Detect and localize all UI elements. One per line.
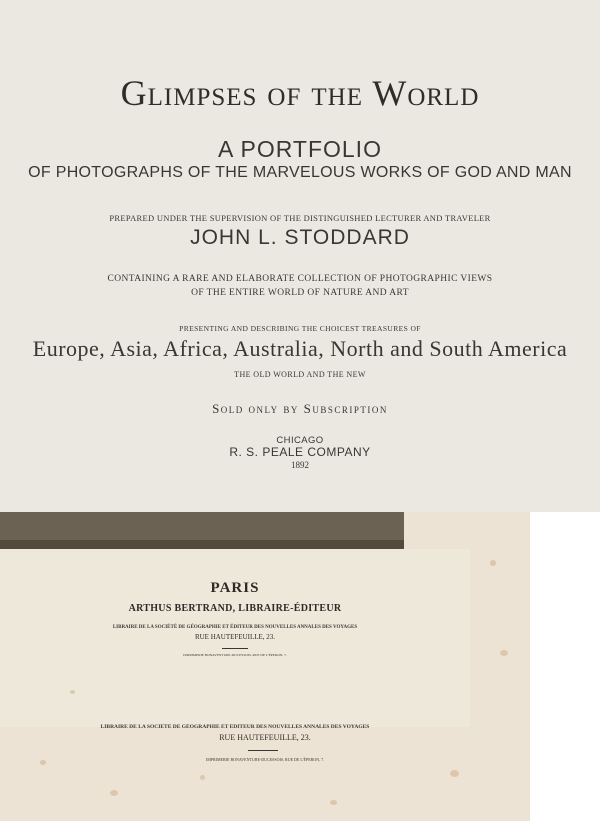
foxing-spot	[330, 800, 337, 805]
publication-year: 1892	[291, 460, 309, 470]
divider-rule	[222, 648, 248, 649]
paris-city: PARIS	[210, 580, 260, 596]
publisher-name: R. S. PEALE COMPANY	[229, 445, 371, 459]
presenting-line: PRESENTING AND DESCRIBING THE CHOICEST TREASURES OF	[179, 324, 421, 333]
foxing-spot	[490, 560, 496, 566]
dark-paper-edge	[0, 540, 404, 549]
lower-street: RUE HAUTEFEUILLE, 23.	[219, 733, 311, 742]
foxing-spot	[500, 650, 508, 656]
foxing-spot	[200, 775, 205, 780]
paris-librairie-line: LIBRAIRE DE LA SOCIÉTÉ DE GÉOGRAPHIE ET ÉDITEUR DES NOUVELLES ANNALES DES VOYAGES	[112, 625, 358, 630]
containing-line-2: OF THE ENTIRE WORLD OF NATURE AND ART	[191, 288, 409, 298]
foxing-spot	[450, 770, 459, 777]
book-title: Glimpses of the World	[120, 73, 480, 113]
lower-imprint: IMPRIMERIE BONAVENTURE-DUCESSOIS, RUE DE L'ÉPERON, 7.	[205, 757, 325, 762]
publisher-city: CHICAGO	[276, 435, 324, 446]
paris-publisher: ARTHUS BERTRAND, LIBRAIRE-ÉDITEUR	[128, 603, 342, 614]
paris-imprint: IMPRIMERIE BONAVENTURE-DUCESSOIS, RUE DE L'ÉPERON, 7.	[183, 653, 287, 657]
foxing-spot	[70, 690, 75, 694]
subtitle-photographs: OF PHOTOGRAPHS OF THE MARVELOUS WORKS OF GOD AND MAN	[28, 164, 572, 181]
prepared-line: PREPARED UNDER THE SUPERVISION OF THE DISTINGUISHED LECTURER AND TRAVELER	[109, 213, 491, 223]
lower-librairie-line: LIBRAIRE DE LA SOCIÉTÉ DE GÉOGRAPHIE ET ÉDITEUR DES NOUVELLES ANNALES DES VOYAGES	[100, 724, 370, 729]
subtitle-portfolio: A PORTFOLIO	[218, 136, 382, 162]
paris-street: RUE HAUTEFEUILLE, 23.	[194, 633, 276, 641]
containing-line-1: CONTAINING A RARE AND ELABORATE COLLECTION OF PHOTOGRAPHIC VIEWS	[107, 274, 493, 284]
author-name: JOHN L. STODDARD	[190, 226, 410, 249]
continents-line: Europe, Asia, Africa, Australia, North and South America	[32, 336, 568, 361]
divider-rule	[248, 750, 278, 751]
old-new-world-line: THE OLD WORLD AND THE NEW	[234, 370, 366, 379]
foxing-spot	[110, 790, 118, 796]
subscription-line: Sold only by Subscription	[212, 401, 388, 416]
